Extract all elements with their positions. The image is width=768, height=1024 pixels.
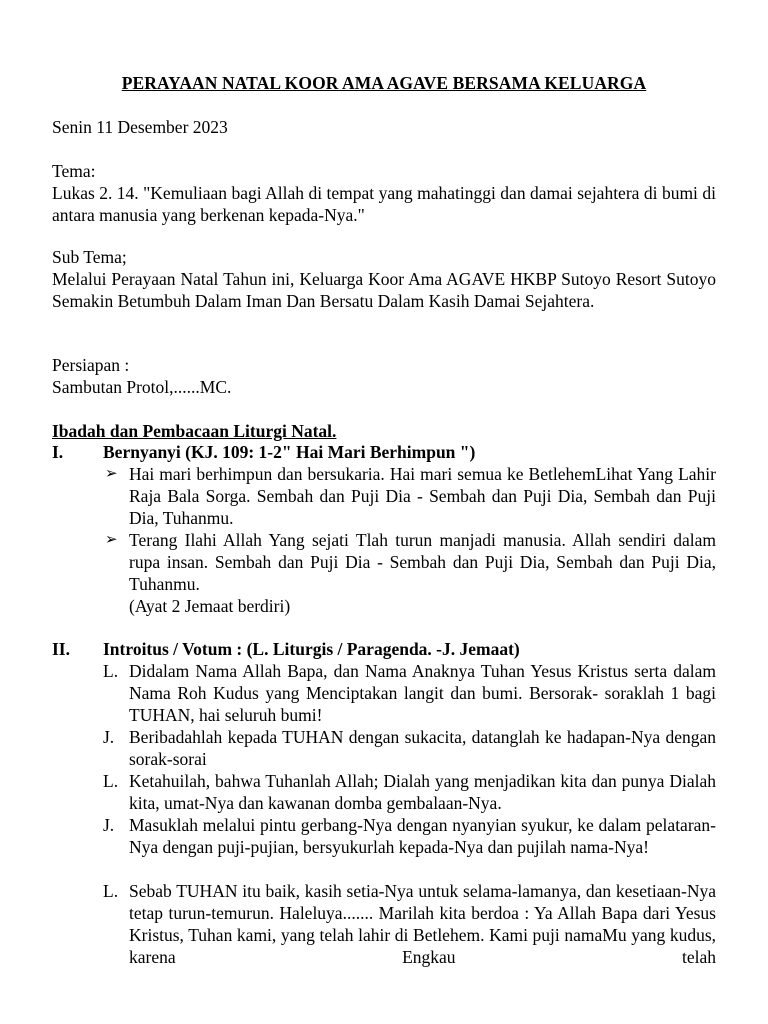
song-verse-2: Terang Ilahi Allah Yang sejati Tlah turun manjadi manusia. Allah sendiri dalam rupa insan. Sembah dan Puji Dia - Sembah dan Puji Dia, Sembah dan Puji Dia, Tuhanmu.	[129, 530, 716, 594]
section-1-heading: Bernyanyi (KJ. 109: 1-2" Hai Mari Berhimpun ")	[103, 442, 476, 462]
song-note: (Ayat 2 Jemaat berdiri)	[129, 596, 291, 616]
liturgy-text: Sebab TUHAN itu baik, kasih setia-Nya untuk selama-lamanya, dan kesetiaan-Nya tetap turun-temurun. Haleluya....... Marilah kita berdoa : Ya Allah Bapa dari Yesus Kristus, Tuhan kami, yang telah lahir di Betlehem. Kami puji namaMu yang kudus, karena Engkau telah	[129, 881, 716, 967]
sub-tema-text: Melalui Perayaan Natal Tahun ini, Keluarga Koor Ama AGAVE HKBP Sutoyo Resort Sutoyo Semakin Betumbuh Dalam Iman Dan Bersatu Dalam Kasih Damai Sejahtera.	[52, 269, 716, 311]
document-title: PERAYAAN NATAL KOOR AMA AGAVE BERSAMA KELUARGA	[121, 73, 647, 93]
persiapan-label: Persiapan :	[52, 355, 130, 375]
tema-text: Lukas 2. 14. "Kemuliaan bagi Allah di tempat yang mahatinggi dan damai sejahtera di bumi di antara manusia yang berkenan kepada-Nya."	[52, 183, 716, 225]
arrow-bullet-icon: ➢	[105, 532, 118, 548]
section-1-number: I.	[52, 442, 64, 462]
event-date: Senin 11 Desember 2023	[52, 117, 228, 137]
tema-label: Tema:	[52, 161, 96, 181]
song-verse-1: Hai mari berhimpun dan bersukaria. Hai mari semua ke BetlehemLihat Yang Lahir Raja Bala Sorga. Sembah dan Puji Dia - Sembah dan Puji Dia, Sembah dan Puji Dia, Tuhanmu.	[129, 464, 716, 528]
liturgy-marker: J.	[103, 727, 115, 747]
liturgy-text: Ketahuilah, bahwa Tuhanlah Allah; Dialah yang menjadikan kita dan punya Dialah kita, umat-Nya dan kawanan domba gembalaan-Nya.	[129, 771, 716, 813]
liturgy-text: Beribadahlah kepada TUHAN dengan sukacita, datanglah ke hadapan-Nya dengan sorak-sorai	[129, 727, 716, 769]
section-2-heading: Introitus / Votum : (L. Liturgis / Paragenda. -J. Jemaat)	[103, 639, 520, 659]
liturgy-text: Masuklah melalui pintu gerbang-Nya dengan nyanyian syukur, ke dalam pelataran-Nya dengan puji-pujian, bersyukurlah kepada-Nya dan pujilah nama-Nya!	[129, 815, 716, 857]
section-heading: Ibadah dan Pembacaan Liturgi Natal.	[52, 421, 337, 441]
liturgy-marker: J.	[103, 815, 115, 835]
sub-tema-label: Sub Tema;	[52, 247, 127, 267]
liturgy-marker: L.	[103, 661, 119, 681]
liturgy-marker: L.	[103, 881, 119, 901]
liturgy-text: Didalam Nama Allah Bapa, dan Nama Anaknya Tuhan Yesus Kristus serta dalam Nama Roh Kudus yang Menciptakan langit dan bumi. Bersorak- soraklah 1 bagi TUHAN, hai seluruh bumi!	[129, 661, 716, 725]
arrow-bullet-icon: ➢	[105, 466, 118, 482]
section-2-number: II.	[52, 639, 70, 659]
liturgy-marker: L.	[103, 771, 119, 791]
persiapan-text: Sambutan Protol,......MC.	[52, 377, 232, 397]
